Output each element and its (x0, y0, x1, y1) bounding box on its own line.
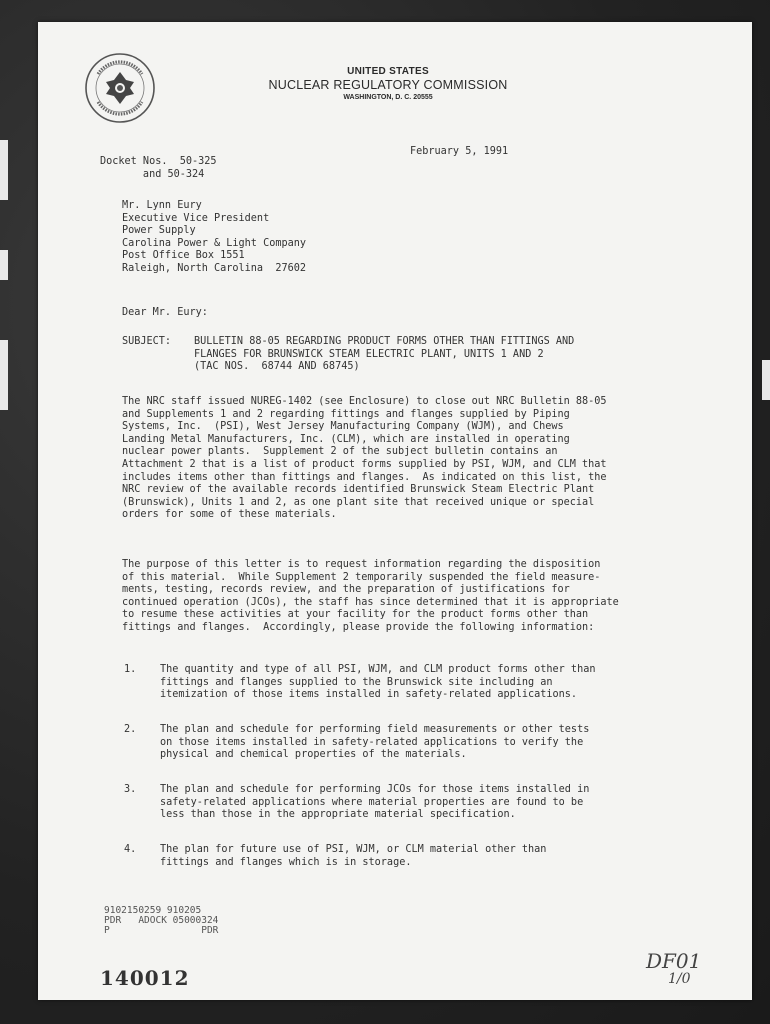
handwritten-line: 1/0 (668, 971, 691, 987)
addressee-line: Carolina Power & Light Company (122, 237, 307, 249)
list-item-number: 3. (124, 784, 137, 795)
list-item (160, 664, 595, 702)
scan-edge-mark (762, 360, 770, 400)
scan-edge-mark (0, 340, 8, 410)
salutation: Dear Mr. Eury: (122, 307, 208, 318)
subject-text (194, 336, 574, 374)
paragraph-line: ments, testing, records review, and the preparation of justifications for (122, 584, 570, 596)
letterhead-line2: NUCLEAR REGULATORY COMMISSION (268, 78, 508, 92)
list-item (160, 724, 589, 762)
paragraph-line: The purpose of this letter is to request information regarding the disposition (122, 559, 601, 570)
handwritten-note (646, 949, 702, 988)
list-item (160, 844, 546, 869)
paragraph-line: of this material. While Supplement 2 temporarily suspended the field measure- (122, 571, 601, 583)
list-item-number: 4. (124, 844, 137, 855)
addressee-line: Power Supply (122, 225, 196, 237)
paragraph-1 (122, 396, 607, 522)
paragraph-line: to resume these activities at your facility for the product forms other than (122, 609, 589, 621)
list-item (160, 784, 589, 822)
scan-edge-mark (0, 250, 8, 280)
list-item-line: The plan for future use of PSI, WJM, or CLM material other than (160, 844, 547, 855)
paragraph-line: The NRC staff issued NUREG-1402 (see Enclosure) to close out NRC Bulletin 88-05 (122, 396, 607, 407)
scan-edge-mark (0, 140, 8, 200)
document-id-stamp (104, 906, 218, 936)
list-item-line: The quantity and type of all PSI, WJM, and CLM product forms other than (160, 664, 596, 675)
paragraph-line: Attachment 2 that is a list of product forms supplied by PSI, WJM, and CLM that (122, 458, 607, 470)
docket-numbers (100, 156, 217, 181)
list-item-line: less than those in the appropriate material specification. (160, 809, 516, 821)
paragraph-line: includes items other than fittings and flanges. As indicated on this list, the (122, 471, 607, 483)
nrc-seal-icon (84, 52, 156, 124)
paragraph-2 (122, 559, 619, 635)
docket-line: Docket Nos. 50-325 (100, 156, 217, 167)
addressee-line: Mr. Lynn Eury (122, 200, 202, 211)
number-stamp: 140012 (100, 966, 190, 990)
letterhead-line3: WASHINGTON, D. C. 20555 (343, 94, 433, 101)
list-item-line: The plan and schedule for performing JCOs for those items installed in (160, 784, 590, 795)
paragraph-line: Systems, Inc. (PSI), West Jersey Manufacturing Company (WJM), and Chews (122, 421, 564, 433)
list-item-line: on those items installed in safety-related applications to verify the (160, 736, 584, 748)
paragraph-line: fittings and flanges. Accordingly, please provide the following information: (122, 621, 595, 633)
stamp-line: 9102150259 910205 (104, 905, 202, 916)
list-item-line: physical and chemical properties of the materials. (160, 749, 467, 761)
stamp-line: P PDR (104, 925, 219, 936)
addressee-block (122, 200, 306, 276)
addressee-line: Executive Vice President (122, 212, 270, 224)
letter-page (38, 22, 752, 1000)
list-item-line: fittings and flanges supplied to the Brunswick site including an (160, 676, 553, 688)
addressee-line: Post Office Box 1551 (122, 250, 245, 262)
docket-line: and 50-324 (100, 168, 205, 180)
list-item-number: 1. (124, 664, 137, 675)
handwritten-line: DF01 (646, 949, 702, 973)
letter-date: February 5, 1991 (410, 146, 509, 157)
paragraph-line: orders for some of these materials. (122, 509, 337, 521)
subject-label: SUBJECT: (122, 336, 172, 347)
paragraph-line: (Brunswick), Units 1 and 2, as one plant site that received unique or special (122, 496, 595, 508)
letterhead-line1: UNITED STATES (347, 66, 429, 77)
subject-line: (TAC NOS. 68744 AND 68745) (194, 361, 360, 373)
list-item-line: fittings and flanges which is in storage. (160, 856, 412, 868)
paragraph-line: NRC review of the available records identified Brunswick Steam Electric Plant (122, 484, 595, 496)
paragraph-line: and Supplements 1 and 2 regarding fittings and flanges supplied by Piping (122, 408, 570, 420)
subject-line: BULLETIN 88-05 REGARDING PRODUCT FORMS OTHER THAN FITTINGS AND (194, 336, 575, 347)
addressee-line: Raleigh, North Carolina 27602 (122, 262, 307, 274)
letterhead (238, 66, 538, 101)
list-item-line: safety-related applications where material properties are found to be (160, 796, 584, 808)
subject-line: FLANGES FOR BRUNSWICK STEAM ELECTRIC PLANT, UNITS 1 AND 2 (194, 348, 544, 360)
list-item-line: itemization of those items installed in safety-related applications. (160, 689, 578, 701)
paragraph-line: continued operation (JCOs), the staff has since determined that it is appropriate (122, 596, 619, 608)
stamp-line: PDR ADOCK 05000324 (104, 915, 219, 926)
paragraph-line: nuclear power plants. Supplement 2 of the subject bulletin contains an (122, 446, 558, 458)
list-item-line: The plan and schedule for performing field measurements or other tests (160, 724, 590, 735)
list-item-number: 2. (124, 724, 137, 735)
paragraph-line: Landing Metal Manufacturers, Inc. (CLM), which are installed in operating (122, 433, 570, 445)
